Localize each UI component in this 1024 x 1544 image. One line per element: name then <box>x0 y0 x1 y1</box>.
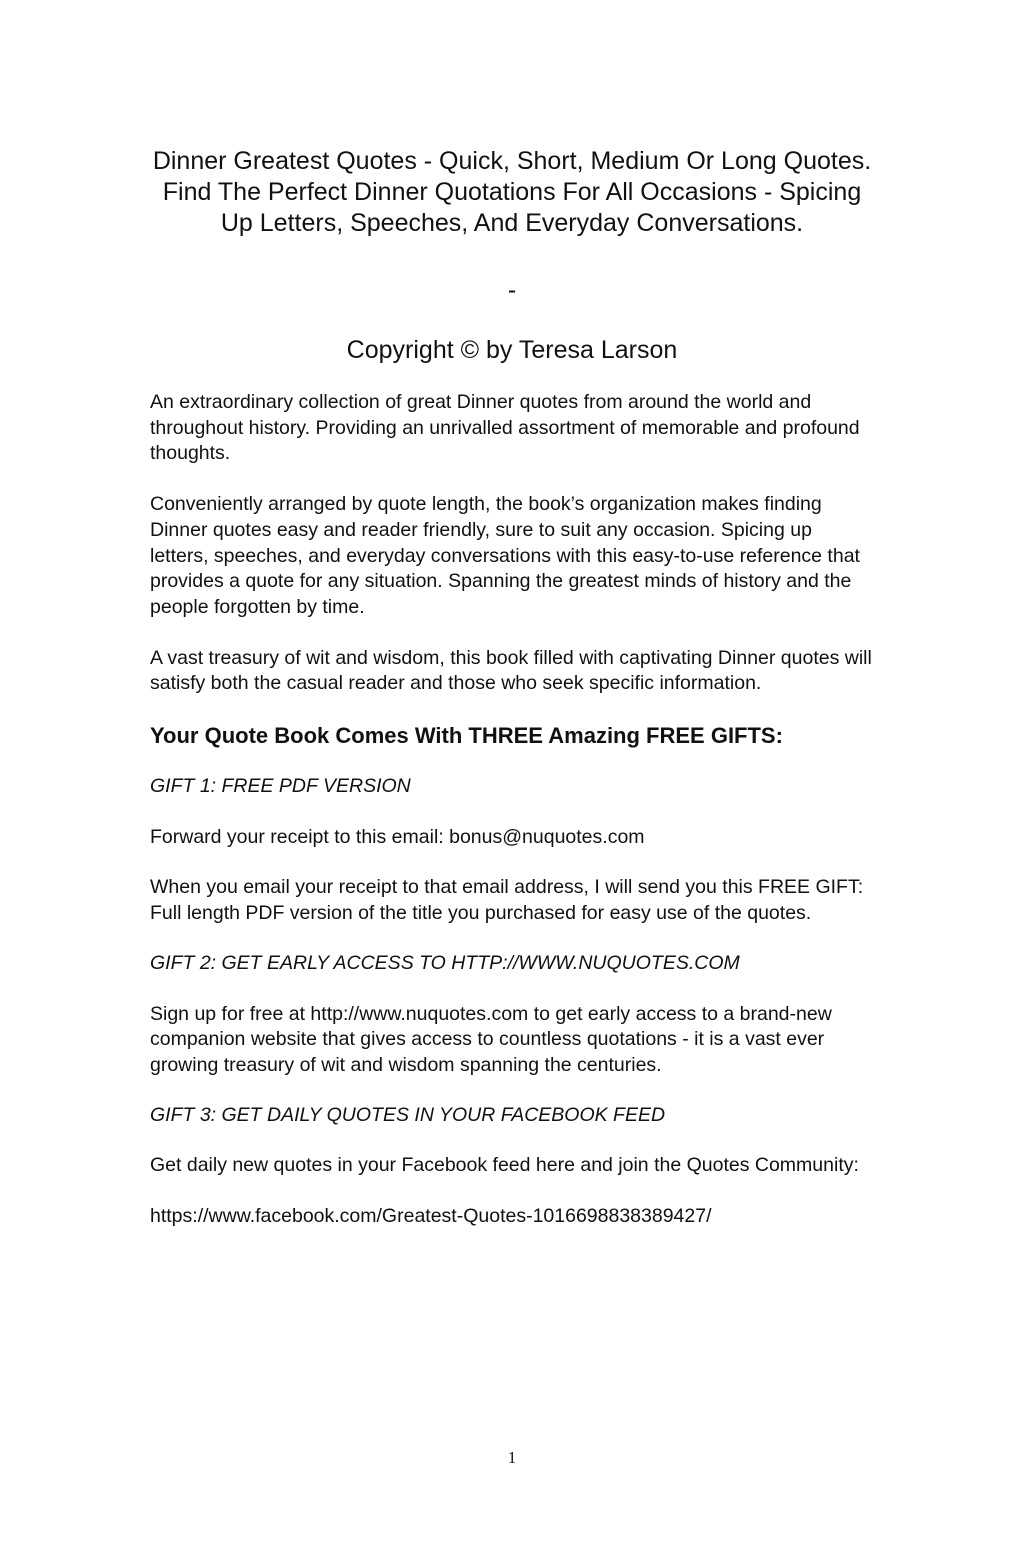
gift-1-title: GIFT 1: FREE PDF VERSION <box>150 775 411 798</box>
page-number: 1 <box>507 1448 517 1467</box>
gift-1-email-line: Forward your receipt to this email: bonus@nuquotes.com <box>150 825 645 848</box>
gift-2-description: Sign up for free at http://www.nuquotes.com to get early access to a brand-new companion website that gives access to countless quotations - it is a vast ever growing treasury of wit and wisdom spanning the centuries. <box>150 1002 832 1076</box>
intro-paragraph-1: An extraordinary collection of great Dinner quotes from around the world and throughout history. Providing an unrivalled assortment of memorable and profound thoughts. <box>150 391 860 465</box>
gift-2-title: GIFT 2: GET EARLY ACCESS TO HTTP://WWW.NUQUOTES.COM <box>150 951 740 974</box>
book-title: Dinner Greatest Quotes - Quick, Short, Medium Or Long Quotes. Find The Perfect Dinner Quotations For All Occasions - Spicing Up Letters, Speeches, And Everyday Conversations. <box>152 147 872 237</box>
intro-paragraph-2: Conveniently arranged by quote length, the book’s organization makes finding Dinner quotes easy and reader friendly, sure to suit any occasion. Spicing up letters, speeches, and everyday conversations with this easy-to-use reference that provides a quote for any situation. Spanning the greatest minds of history and the people forgotten by time. <box>150 493 860 618</box>
page-content <box>150 146 874 1230</box>
gift-3-description: Get daily new quotes in your Facebook feed here and join the Quotes Community: <box>150 1154 859 1177</box>
intro-paragraph-3: A vast treasury of wit and wisdom, this book filled with captivating Dinner quotes will satisfy both the casual reader and those who seek specific information. <box>150 646 872 695</box>
facebook-url: https://www.facebook.com/Greatest-Quotes-1016698838389427/ <box>150 1205 712 1228</box>
title-separator: - <box>507 276 517 304</box>
copyright-line: Copyright © by Teresa Larson <box>346 336 678 364</box>
gifts-heading: Your Quote Book Comes With THREE Amazing FREE GIFTS: <box>150 723 783 749</box>
gift-3-title: GIFT 3: GET DAILY QUOTES IN YOUR FACEBOOK FEED <box>150 1103 666 1126</box>
gift-1-description: When you email your receipt to that email address, I will send you this FREE GIFT: Full length PDF version of the title you purchased for easy use of the quotes. <box>150 876 864 925</box>
